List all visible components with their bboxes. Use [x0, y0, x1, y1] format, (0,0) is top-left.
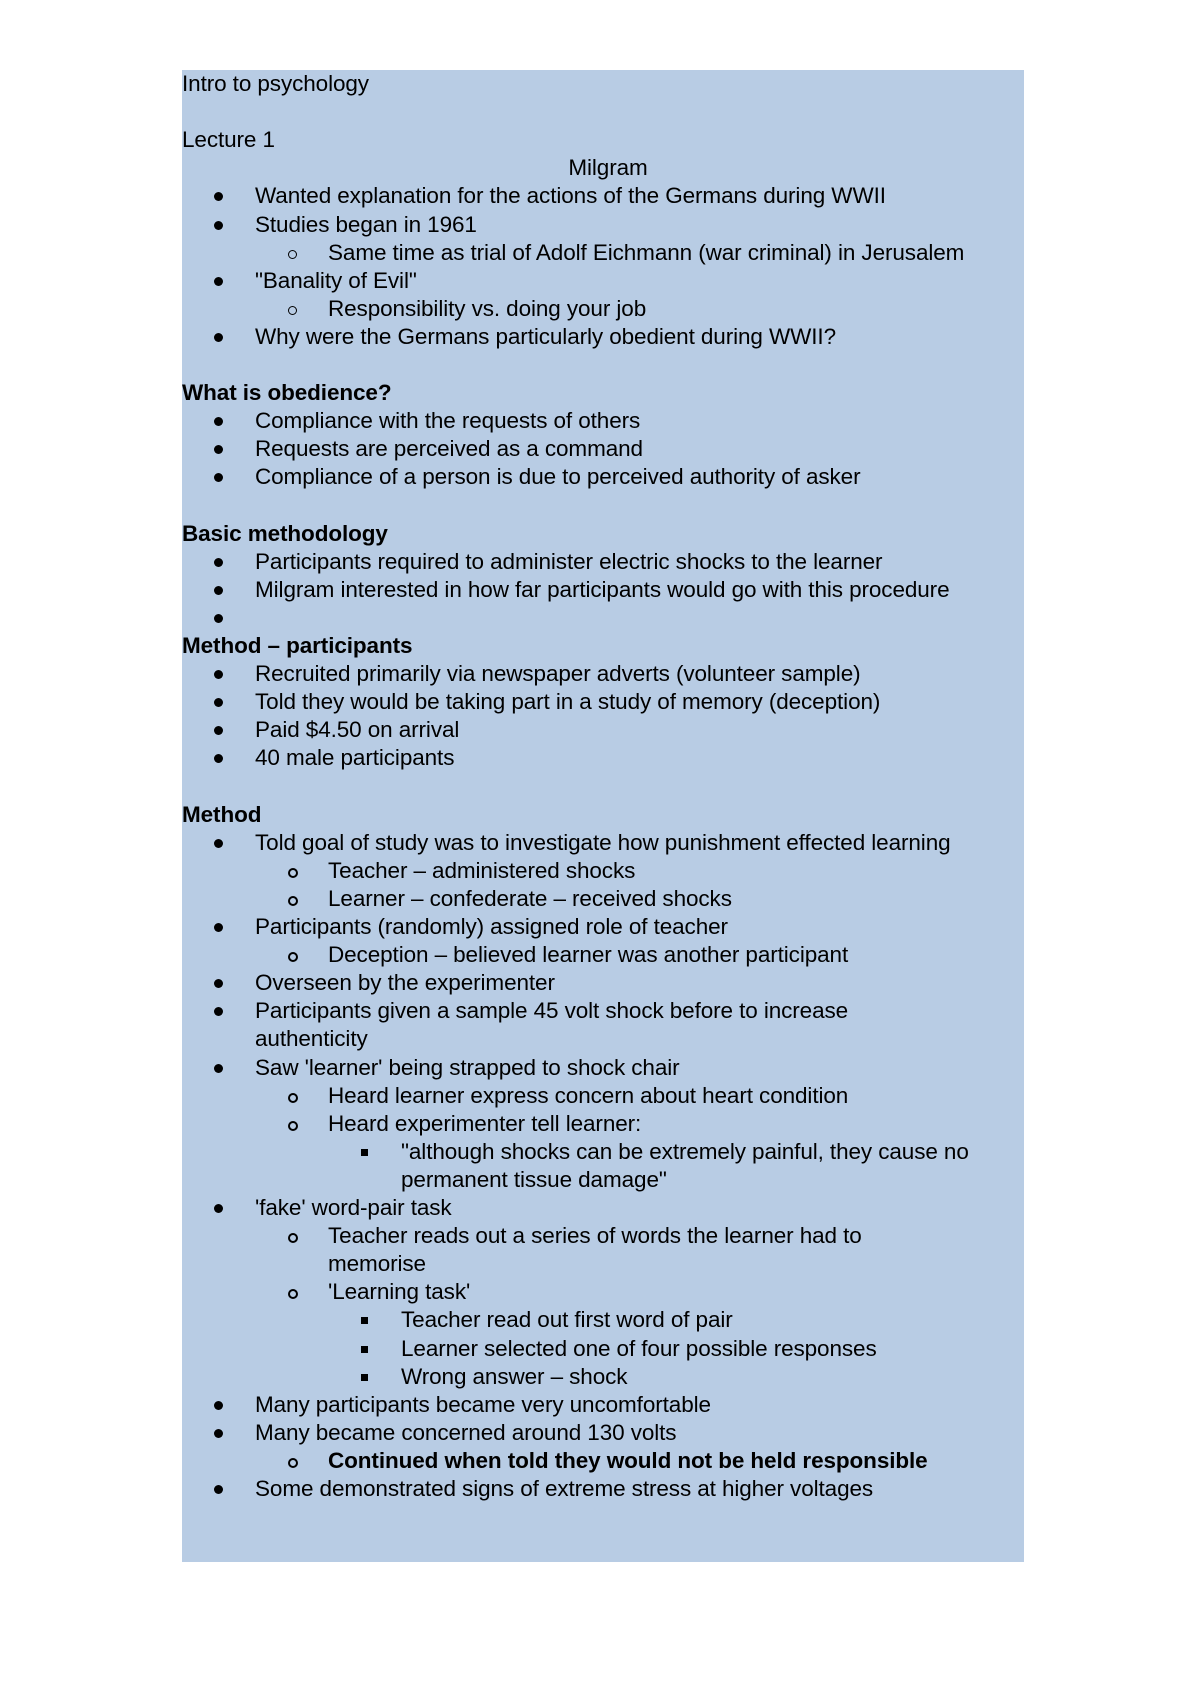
line-text: Learner selected one of four possible responses — [401, 1335, 877, 1361]
list-item-level-1 — [182, 211, 1034, 239]
list-item-level-1 — [182, 716, 1034, 744]
line-text: Milgram interested in how far participants would go with this procedure — [255, 576, 950, 602]
list-item-level-1 — [182, 407, 1034, 435]
list-item-level-1 — [182, 688, 1034, 716]
highlighted-notes-block — [182, 70, 1024, 1562]
line-text: "although shocks can be extremely painful, they cause no — [401, 1138, 969, 1164]
list-item-level-1 — [182, 604, 1034, 632]
list-item-level-2 — [182, 1250, 1034, 1278]
paragraph-line — [182, 492, 1034, 520]
line-text: Heard experimenter tell learner: — [328, 1110, 642, 1136]
paragraph-line — [182, 351, 1034, 379]
line-text: Many participants became very uncomfortable — [255, 1391, 711, 1417]
list-item-level-3 — [182, 1335, 1034, 1363]
paragraph-line — [182, 70, 1034, 98]
paragraph-line — [182, 126, 1034, 154]
line-text: Paid $4.50 on arrival — [255, 717, 460, 743]
list-item-level-3 — [182, 1363, 1034, 1391]
list-item-level-1 — [182, 463, 1034, 491]
list-item-level-3 — [182, 1306, 1034, 1334]
paragraph-line — [182, 98, 1034, 126]
section-heading — [182, 801, 1034, 829]
line-text: Participants given a sample 45 volt shock before to increase — [255, 998, 849, 1024]
line-text: 'Learning task' — [328, 1279, 471, 1305]
line-text: Recruited primarily via newspaper adverts (volunteer sample) — [255, 661, 861, 687]
list-item-level-2 — [182, 295, 1034, 323]
line-text: permanent tissue damage" — [401, 1166, 667, 1192]
line-text: Heard learner express concern about heart condition — [328, 1082, 849, 1108]
line-text: Many became concerned around 130 volts — [255, 1419, 677, 1445]
list-item-level-1 — [182, 829, 1034, 857]
list-item-level-2 — [182, 857, 1034, 885]
line-text: Teacher read out first word of pair — [401, 1307, 733, 1333]
line-text: 'fake' word-pair task — [255, 1195, 452, 1220]
list-item-level-1 — [182, 744, 1034, 772]
line-text: Intro to psychology — [182, 71, 369, 96]
line-text: Learner – confederate – received shocks — [328, 885, 732, 911]
section-heading — [182, 520, 1034, 548]
list-item-level-1 — [182, 997, 1034, 1025]
list-item-level-1 — [182, 969, 1034, 997]
line-text: Same time as trial of Adolf Eichmann (war criminal) in Jerusalem — [328, 239, 965, 265]
list-item-level-1 — [182, 267, 1034, 295]
line-text: Continued when told they would not be held responsible — [328, 1447, 928, 1473]
line-text: Participants (randomly) assigned role of teacher — [255, 914, 728, 939]
paragraph-line — [182, 773, 1034, 801]
list-item-level-1 — [182, 1391, 1034, 1419]
line-text: Compliance of a person is due to perceived authority of asker — [255, 464, 861, 490]
line-text: 40 male participants — [255, 745, 455, 771]
line-text: Responsibility vs. doing your job — [328, 295, 647, 321]
list-item-level-2 — [182, 1447, 1034, 1475]
line-text: authenticity — [255, 1026, 368, 1052]
list-item-level-1 — [182, 1194, 1034, 1222]
line-text: Some demonstrated signs of extreme stress at higher voltages — [255, 1476, 874, 1501]
line-text: Milgram — [568, 155, 648, 181]
list-item-level-1 — [182, 435, 1034, 463]
list-item-level-3 — [182, 1138, 1034, 1166]
line-text: Wrong answer – shock — [401, 1363, 628, 1389]
line-text: Method – participants — [182, 633, 413, 658]
list-item-level-1 — [182, 660, 1034, 688]
line-text: Method — [182, 801, 262, 827]
list-item-level-1 — [182, 913, 1034, 941]
list-item-level-3 — [182, 1166, 1034, 1194]
list-item-level-1 — [182, 182, 1034, 210]
list-item-level-1 — [182, 548, 1034, 576]
list-item-level-1 — [182, 576, 1034, 604]
line-text: Told they would be taking part in a study of memory (deception) — [255, 689, 881, 715]
line-text: Wanted explanation for the actions of the Germans during WWII — [255, 183, 886, 209]
list-item-level-1 — [182, 1475, 1034, 1503]
line-text: Teacher reads out a series of words the learner had to — [328, 1223, 862, 1249]
section-heading — [182, 632, 1034, 660]
line-text: Deception – believed learner was another participant — [328, 942, 849, 968]
line-text: Basic methodology — [182, 520, 388, 546]
line-text: memorise — [328, 1251, 426, 1277]
list-item-level-1 — [182, 323, 1034, 351]
list-item-level-2 — [182, 885, 1034, 913]
list-item-level-2 — [182, 1278, 1034, 1306]
line-text: Saw 'learner' being strapped to shock chair — [255, 1054, 680, 1080]
list-item-level-2 — [182, 239, 1034, 267]
line-text: What is obedience? — [182, 380, 392, 406]
line-text: Overseen by the experimenter — [255, 970, 555, 996]
line-text: Why were the Germans particularly obedient during WWII? — [255, 323, 836, 349]
line-text: Compliance with the requests of others — [255, 408, 641, 434]
line-text: Requests are perceived as a command — [255, 436, 643, 462]
line-text: Participants required to administer electric shocks to the learner — [255, 548, 883, 574]
line-text: Studies began in 1961 — [255, 211, 477, 237]
centered-heading — [182, 154, 1034, 182]
line-text: Told goal of study was to investigate how punishment effected learning — [255, 829, 951, 855]
list-item-level-2 — [182, 1110, 1034, 1138]
line-text: Teacher – administered shocks — [328, 857, 636, 883]
list-item-level-1 — [182, 1025, 1034, 1053]
section-heading — [182, 379, 1034, 407]
list-item-level-2 — [182, 1222, 1034, 1250]
list-item-level-1 — [182, 1054, 1034, 1082]
list-item-level-1 — [182, 1419, 1034, 1447]
line-text: "Banality of Evil" — [255, 267, 417, 293]
line-text: Lecture 1 — [182, 127, 275, 153]
list-item-level-2 — [182, 941, 1034, 969]
list-item-level-2 — [182, 1082, 1034, 1110]
